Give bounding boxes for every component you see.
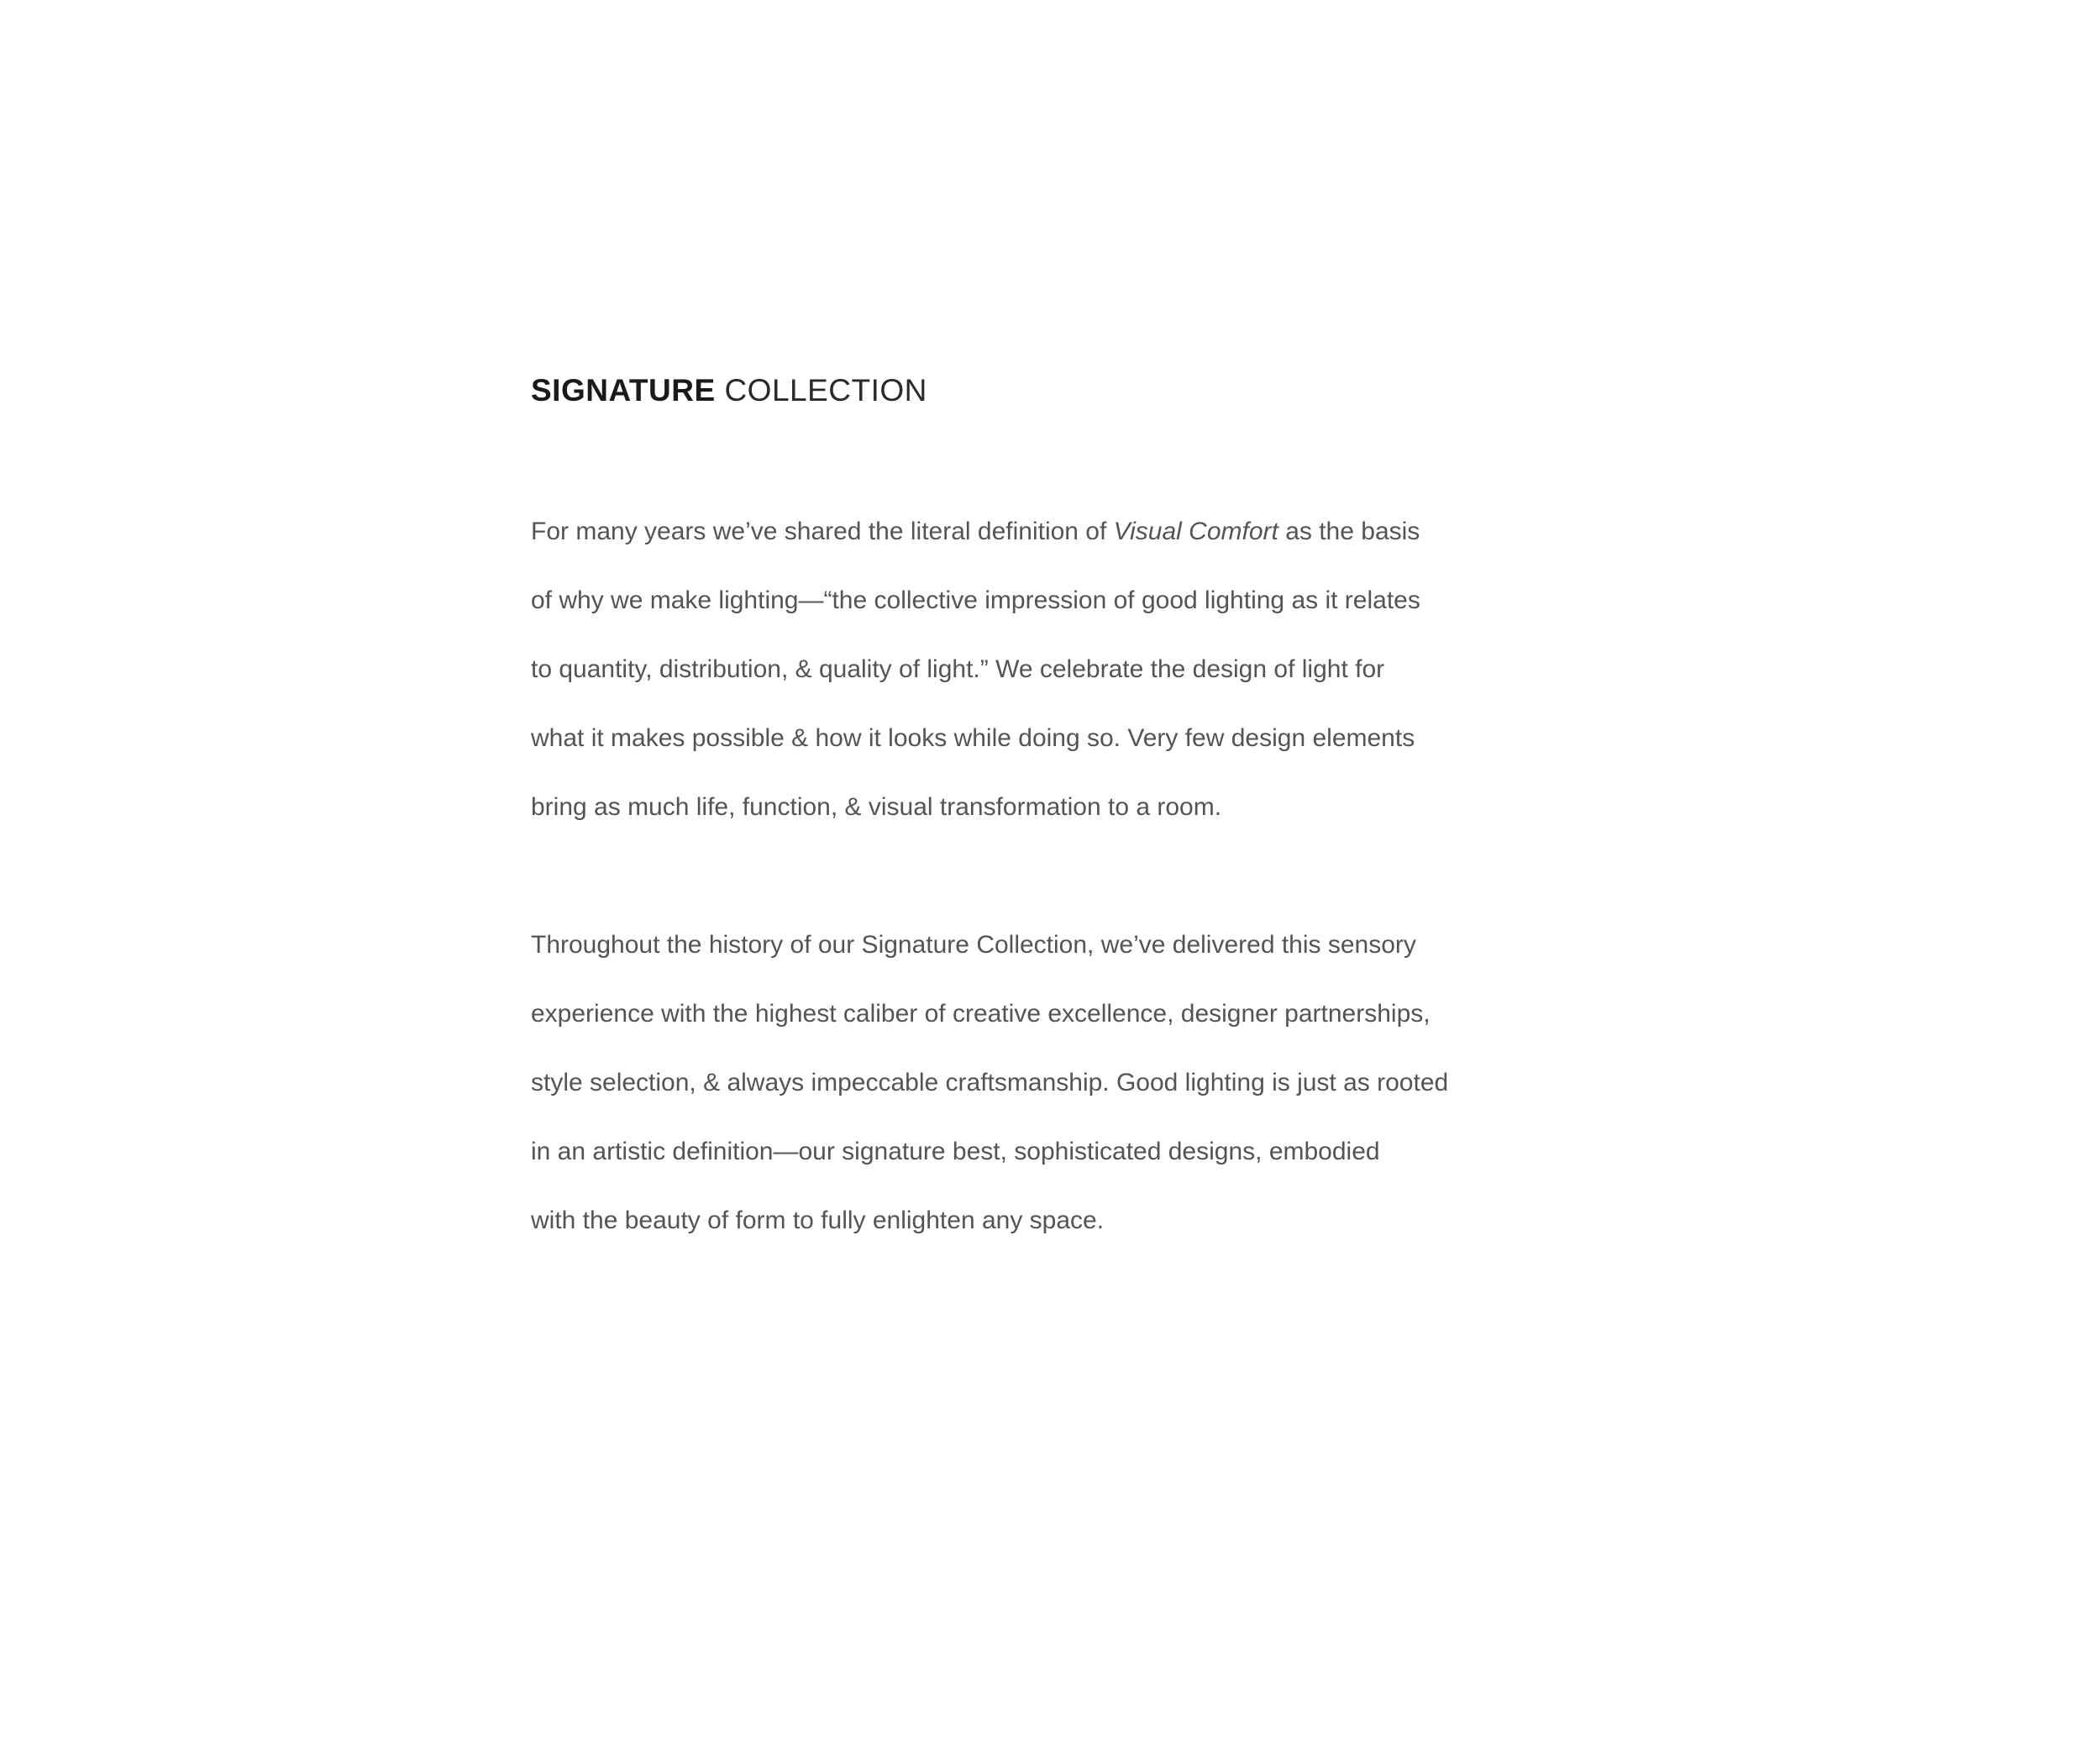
paragraph-line: to quantity, distribution, & quality of light.” We celebrate the design of light for (531, 655, 1385, 683)
paragraph-line: style selection, & always impeccable craftsmanship. Good lighting is just as rooted (531, 1069, 1449, 1096)
paragraph-line: with the beauty of form to fully enlighten any space. (531, 1207, 1105, 1234)
paragraph-line: of why we make lighting—“the collective impression of good lighting as it relates (531, 586, 1420, 614)
brand-name-italic: Visual Comfort (1113, 518, 1278, 545)
title-bold-part: SIGNATURE (531, 373, 716, 408)
intro-paragraph (531, 497, 1539, 842)
paragraph-line: experience with the highest caliber of creative excellence, designer partnerships, (531, 1000, 1431, 1028)
line-text: as the basis (1278, 518, 1420, 545)
title-light-part: COLLECTION (724, 373, 927, 408)
page-title (531, 370, 927, 412)
paragraph-line: Throughout the history of our Signature Collection, we’ve delivered this sensory (531, 931, 1416, 959)
paragraph-line: bring as much life, function, & visual transformation to a room. (531, 793, 1222, 821)
paragraph-line (531, 497, 1539, 566)
line-text: For many years we’ve shared the literal definition of (531, 518, 1114, 545)
paragraph-line: what it makes possible & how it looks while doing so. Very few design elements (531, 724, 1415, 752)
paragraph-line: in an artistic definition—our signature best, sophisticated designs, embodied (531, 1138, 1380, 1165)
history-paragraph (531, 911, 1539, 1255)
